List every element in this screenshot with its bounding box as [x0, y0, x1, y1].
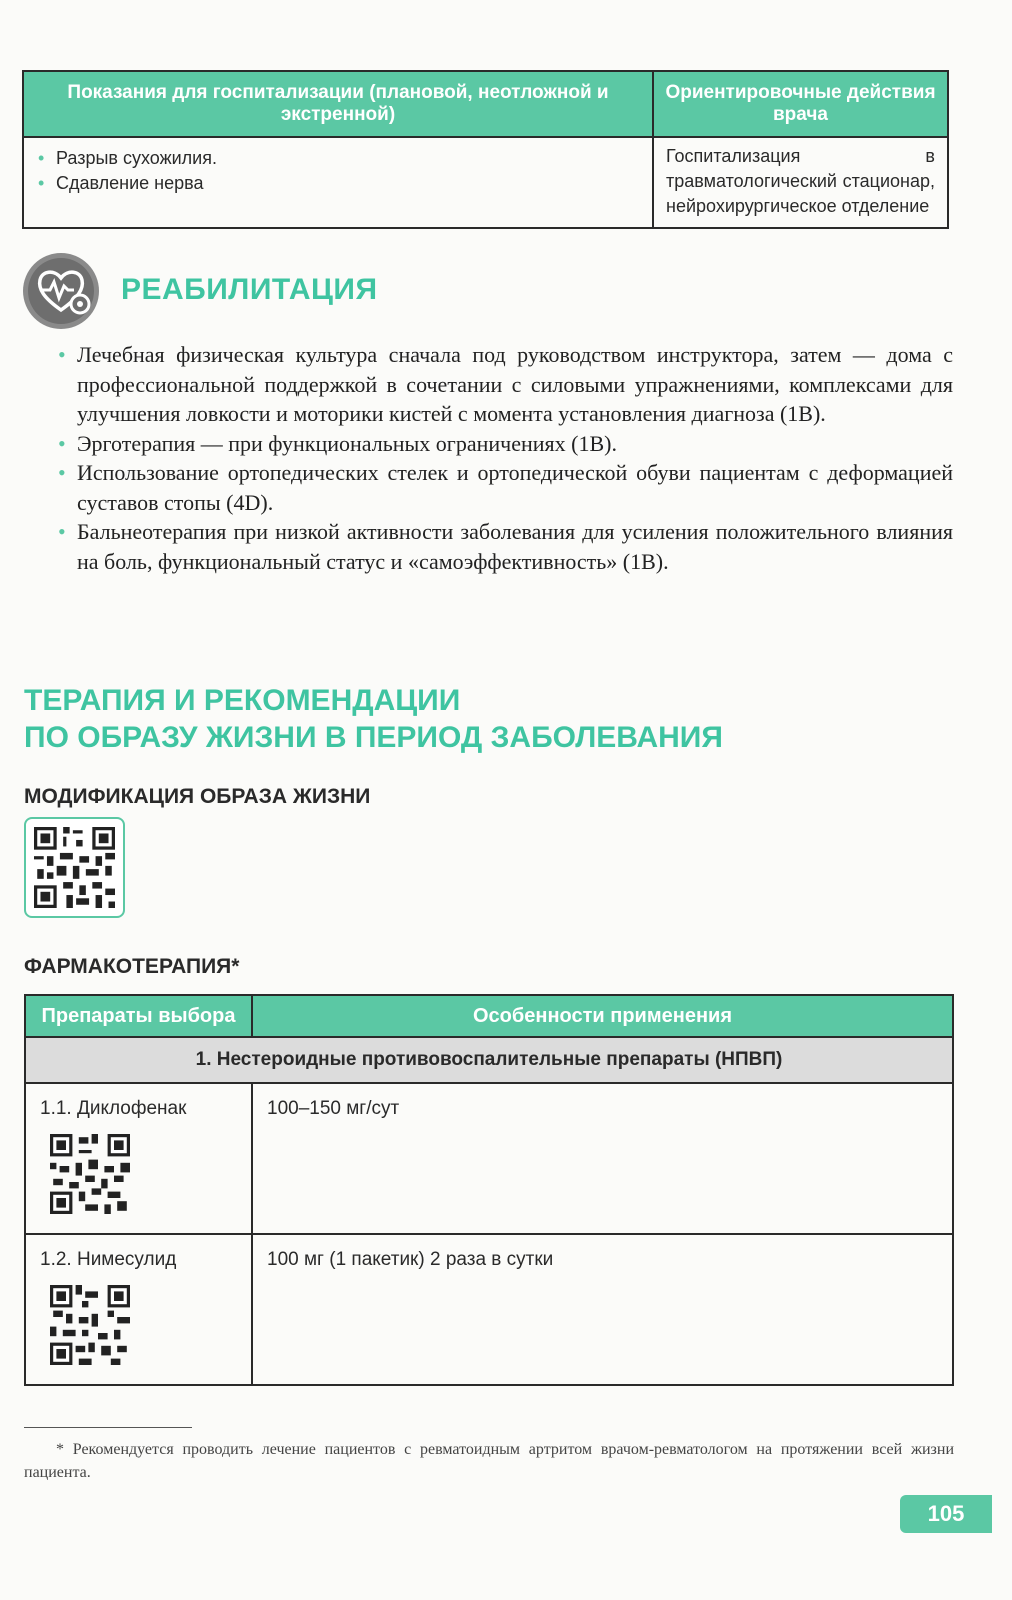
drug-usage-cell: 100–150 мг/сут	[252, 1083, 953, 1234]
hospitalization-row	[23, 137, 948, 228]
rehabilitation-item: • Эрготерапия — при функциональных ограничениях (1В).	[58, 429, 953, 459]
rehabilitation-item: • Использование ортопедических стелек и ортопедической обуви пациентам с деформацией суставов стопы (4D).	[58, 458, 953, 517]
indications-header: Показания для госпитализации (плановой, неотложной и экстренной)	[23, 71, 653, 137]
indications-cell	[23, 137, 653, 228]
drug-row	[25, 1083, 953, 1234]
footnote: * Рекомендуется проводить лечение пациентов с ревматоидным артритом врачом-ревматологом на протяжении всей жизни пациента.	[24, 1441, 954, 1481]
hospitalization-table	[22, 70, 949, 229]
indication-item: • Сдавление нерва	[36, 171, 640, 196]
actions-header: Ориентировочные действия врача	[653, 71, 948, 137]
drug-name: 1.1. Диклофенак	[40, 1098, 187, 1119]
drug-usage-cell: 100 мг (1 пакетик) 2 раза в сутки	[252, 1234, 953, 1385]
drug-name-cell	[25, 1083, 252, 1234]
action-cell	[653, 137, 948, 228]
drug-group-row	[25, 1037, 953, 1083]
therapy-section-title	[24, 682, 924, 756]
drug-row	[25, 1234, 953, 1385]
drugs-header: Препараты выбора	[25, 995, 252, 1037]
qr-code-icon[interactable]	[50, 1285, 130, 1365]
heart-pulse-icon	[22, 252, 100, 330]
action-text: Госпитализация в травматологический стационар, нейрохирургическое отделение	[666, 146, 935, 216]
therapy-title-line-2: ПО ОБРАЗУ ЖИЗНИ В ПЕРИОД ЗАБОЛЕВАНИЯ	[24, 721, 723, 754]
indication-item: • Разрыв сухожилия.	[36, 146, 640, 171]
pharmacotherapy-heading: ФАРМАКОТЕРАПИЯ*	[24, 955, 240, 978]
therapy-title-line-1: ТЕРАПИЯ И РЕКОМЕНДАЦИИ	[24, 684, 461, 717]
footnote-divider	[24, 1427, 192, 1428]
usage-header: Особенности применения	[252, 995, 953, 1037]
lifestyle-heading: МОДИФИКАЦИЯ ОБРАЗА ЖИЗНИ	[24, 785, 371, 808]
page-number: 105	[900, 1495, 992, 1533]
rehabilitation-list	[58, 340, 953, 576]
indications-list	[36, 146, 640, 196]
drug-name-cell	[25, 1234, 252, 1385]
drug-table	[24, 994, 954, 1386]
drug-name: 1.2. Нимесулид	[40, 1249, 177, 1270]
rehabilitation-item: • Бальнеотерапия при низкой активности заболевания для усиления положительного влияния на боль, функциональный статус и «самоэффективность» (1В).	[58, 517, 953, 576]
lifestyle-qr-code[interactable]	[24, 817, 125, 918]
qr-code-icon	[34, 827, 115, 908]
rehabilitation-title: РЕАБИЛИТАЦИЯ	[121, 273, 378, 306]
drug-table-header-row	[25, 995, 953, 1037]
qr-code-icon[interactable]	[50, 1134, 130, 1214]
hospitalization-header-row	[23, 71, 948, 137]
rehabilitation-item: • Лечебная физическая культура сначала под руководством инструктора, затем — дома с профессиональной поддержкой в сочетании с силовыми упражнениями, комплексами для улучшения ловкости и моторики кистей с момента установления диагноза (1В).	[58, 340, 953, 429]
drug-group-label: 1. Нестероидные противовоспалительные препараты (НПВП)	[25, 1037, 953, 1083]
